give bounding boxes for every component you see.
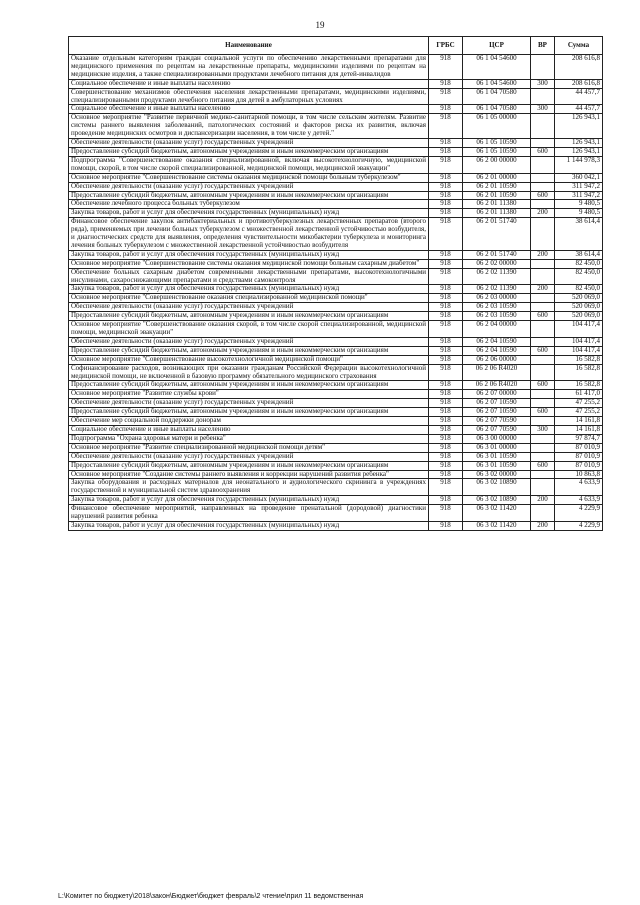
row-sum: 104 417,4 (555, 321, 603, 338)
row-sum: 126 943,1 (555, 147, 603, 156)
row-name: Основное мероприятие "Совершенствование оказания скорой, в том числе скорой специализированной, медицинской помощи, медицинской эвакуации" (69, 321, 429, 338)
row-csr: 06 2 01 11380 (463, 209, 531, 218)
row-vr (531, 470, 555, 479)
row-name: Обеспечение деятельности (оказание услуг) государственных учреждений (69, 139, 429, 148)
table-row (69, 114, 603, 139)
row-name: Закупка оборудования и расходных материалов для неонатального и аудиологического скрининга в учреждениях государственной и муниципальной систем здравоохранения (69, 479, 429, 496)
row-sum: 311 947,2 (555, 182, 603, 191)
row-grbs: 918 (429, 105, 463, 114)
row-vr (531, 505, 555, 522)
row-vr (531, 173, 555, 182)
row-vr: 600 (531, 408, 555, 417)
row-grbs: 918 (429, 425, 463, 434)
row-name: Подпрограмма "Охрана здоровья матери и ребенка" (69, 434, 429, 443)
row-sum: 97 874,7 (555, 434, 603, 443)
table-row (69, 321, 603, 338)
row-csr: 06 1 04 70580 (463, 88, 531, 105)
row-grbs: 918 (429, 259, 463, 268)
row-name: Закупка товаров, работ и услуг для обеспечения государственных (муниципальных) нужд (69, 496, 429, 505)
row-name: Закупка товаров, работ и услуг для обеспечения государственных (муниципальных) нужд (69, 521, 429, 530)
row-csr: 06 2 06 00000 (463, 355, 531, 364)
table-row (69, 105, 603, 114)
row-name: Оказание отдельным категориям граждан социальной услуги по обеспечению лекарственными препаратами для медицинского применения по рецептам на лекарственные препараты, медицинскими изделиями по рецептам на медицинские изделия, а также специализированными продуктами лечебного питания для детей-инвалидов (69, 55, 429, 80)
row-csr: 06 2 03 10590 (463, 312, 531, 321)
table-row (69, 294, 603, 303)
row-sum: 520 069,0 (555, 294, 603, 303)
table-row (69, 312, 603, 321)
row-name: Подпрограмма "Совершенствование оказания специализированной, включая высокотехнологичную, медицинской помощи, скорой, в том числе скорой специализированной, медицинской помощи, медицинской эвакуации" (69, 156, 429, 173)
row-sum: 9 480,5 (555, 209, 603, 218)
row-vr (531, 364, 555, 381)
row-csr: 06 2 04 10590 (463, 346, 531, 355)
row-vr: 300 (531, 425, 555, 434)
row-name: Финансовое обеспечение закупок антибактериальных и противотуберкулезных лекарственных препаратов (второго ряда), применяемых при лечении больных туберкулезом с множественной лекарственной устойчивостью возбудителя, и диагностических средств для выявления, определения чувствительности микобактерии туберкулеза и мониторинга лечения больных туберкулезом с множественной лекарственной устойчивостью возбудителя (69, 218, 429, 251)
table-row (69, 156, 603, 173)
row-vr: 600 (531, 461, 555, 470)
row-name: Обеспечение деятельности (оказание услуг) государственных учреждений (69, 452, 429, 461)
table-row (69, 173, 603, 182)
row-vr (531, 55, 555, 80)
row-name: Социальное обеспечение и иные выплаты населению (69, 79, 429, 88)
row-sum: 4 229,9 (555, 505, 603, 522)
row-grbs: 918 (429, 355, 463, 364)
row-csr: 06 1 04 54600 (463, 55, 531, 80)
table-row (69, 79, 603, 88)
row-vr (531, 321, 555, 338)
row-grbs: 918 (429, 434, 463, 443)
row-sum: 61 417,0 (555, 390, 603, 399)
row-grbs: 918 (429, 156, 463, 173)
row-vr: 600 (531, 346, 555, 355)
row-name: Софинансирование расходов, возникающих при оказании гражданам Российской Федерации высокотехнологичной медицинской помощи, не включенной в базовую программу обязательного медицинского страхования (69, 364, 429, 381)
row-csr: 06 2 07 00000 (463, 390, 531, 399)
table-row (69, 259, 603, 268)
row-name: Социальное обеспечение и иные выплаты населению (69, 425, 429, 434)
row-name: Основное мероприятие "Развитие первичной медико-санитарной помощи, в том числе сельским жителям. Развитие системы раннего выявления заболеваний, патологических состояний и факторов риска их развития, включая проведение медицинских осмотров и диспансеризации населения, в том числе у детей." (69, 114, 429, 139)
table-header-row (69, 37, 603, 55)
table-row (69, 200, 603, 209)
row-vr: 600 (531, 147, 555, 156)
row-csr: 06 3 01 00000 (463, 443, 531, 452)
row-grbs: 918 (429, 364, 463, 381)
table-row (69, 479, 603, 496)
row-vr (531, 303, 555, 312)
row-sum: 47 255,2 (555, 408, 603, 417)
row-csr: 06 1 05 10590 (463, 147, 531, 156)
row-csr: 06 2 01 51740 (463, 218, 531, 251)
row-vr: 200 (531, 496, 555, 505)
row-vr (531, 390, 555, 399)
row-csr: 06 3 01 10590 (463, 452, 531, 461)
row-grbs: 918 (429, 79, 463, 88)
row-name: Предоставление субсидий бюджетным, автономным учреждениям и иным некоммерческим организациям (69, 461, 429, 470)
row-csr: 06 3 02 11420 (463, 521, 531, 530)
header-vr: ВР (531, 37, 555, 55)
table-row (69, 268, 603, 285)
row-csr: 06 1 04 70580 (463, 105, 531, 114)
table-row (69, 191, 603, 200)
row-name: Обеспечение больных сахарным диабетом современными лекарственными препаратами, высокотехнологичными инсулинами, сахароснижающими препаратами и средствами самоконтроля (69, 268, 429, 285)
row-csr: 06 3 02 11420 (463, 505, 531, 522)
table-row (69, 139, 603, 148)
row-sum: 38 614,4 (555, 250, 603, 259)
row-grbs: 918 (429, 88, 463, 105)
row-vr (531, 259, 555, 268)
row-csr: 06 3 02 10890 (463, 496, 531, 505)
table-row (69, 417, 603, 426)
row-name: Предоставление субсидий бюджетным, автономным учреждениям и иным некоммерческим организациям (69, 147, 429, 156)
row-csr: 06 2 01 00000 (463, 173, 531, 182)
row-grbs: 918 (429, 147, 463, 156)
row-name: Предоставление субсидий бюджетным, автономным учреждениям и иным некоммерческим организациям (69, 191, 429, 200)
row-name: Социальное обеспечение и иные выплаты населению (69, 105, 429, 114)
table-row (69, 505, 603, 522)
row-grbs: 918 (429, 505, 463, 522)
row-grbs: 918 (429, 191, 463, 200)
row-csr: 06 2 01 11380 (463, 200, 531, 209)
row-grbs: 918 (429, 114, 463, 139)
row-csr: 06 2 07 10590 (463, 399, 531, 408)
table-row (69, 443, 603, 452)
table-row (69, 390, 603, 399)
row-name: Закупка товаров, работ и услуг для обеспечения государственных (муниципальных) нужд (69, 209, 429, 218)
row-grbs: 918 (429, 479, 463, 496)
row-csr: 06 2 07 70590 (463, 417, 531, 426)
table-row (69, 408, 603, 417)
row-csr: 06 2 06 R4020 (463, 364, 531, 381)
table-row (69, 218, 603, 251)
row-grbs: 918 (429, 268, 463, 285)
row-sum: 1 144 978,3 (555, 156, 603, 173)
row-csr: 06 3 02 00000 (463, 470, 531, 479)
header-csr: ЦСР (463, 37, 531, 55)
row-vr: 200 (531, 521, 555, 530)
row-sum: 47 255,2 (555, 399, 603, 408)
row-name: Основное мероприятие "Совершенствование системы оказания медицинской помощи больным туберкулезом" (69, 173, 429, 182)
row-csr: 06 2 01 51740 (463, 250, 531, 259)
row-sum: 16 582,8 (555, 381, 603, 390)
row-name: Закупка товаров, работ и услуг для обеспечения государственных (муниципальных) нужд (69, 285, 429, 294)
table-row (69, 88, 603, 105)
table-row (69, 364, 603, 381)
row-csr: 06 2 01 10590 (463, 191, 531, 200)
row-name: Основное мероприятие "Совершенствование системы оказания медицинской помощи больным сахарным диабетом" (69, 259, 429, 268)
row-vr (531, 417, 555, 426)
row-grbs: 918 (429, 381, 463, 390)
page-number: 19 (315, 20, 325, 30)
row-vr (531, 434, 555, 443)
table-row (69, 425, 603, 434)
row-sum: 87 010,9 (555, 452, 603, 461)
row-grbs: 918 (429, 443, 463, 452)
row-sum: 104 417,4 (555, 346, 603, 355)
table-row (69, 337, 603, 346)
row-sum: 208 616,8 (555, 79, 603, 88)
row-vr (531, 443, 555, 452)
row-grbs: 918 (429, 294, 463, 303)
row-name: Обеспечение мер социальной поддержки донорам (69, 417, 429, 426)
row-grbs: 918 (429, 452, 463, 461)
row-vr: 200 (531, 250, 555, 259)
row-name: Основное мероприятие "Создание системы раннего выявления и коррекции нарушений развития ребенка" (69, 470, 429, 479)
row-grbs: 918 (429, 496, 463, 505)
row-name: Обеспечение деятельности (оказание услуг) государственных учреждений (69, 399, 429, 408)
row-sum: 87 010,9 (555, 461, 603, 470)
row-vr (531, 88, 555, 105)
row-grbs: 918 (429, 312, 463, 321)
row-vr: 200 (531, 285, 555, 294)
row-grbs: 918 (429, 55, 463, 80)
row-sum: 520 069,0 (555, 303, 603, 312)
row-vr (531, 452, 555, 461)
row-vr (531, 218, 555, 251)
row-vr (531, 355, 555, 364)
row-grbs: 918 (429, 218, 463, 251)
row-vr (531, 200, 555, 209)
row-sum: 9 480,5 (555, 200, 603, 209)
row-grbs: 918 (429, 321, 463, 338)
row-grbs: 918 (429, 346, 463, 355)
row-vr: 600 (531, 191, 555, 200)
row-sum: 44 457,7 (555, 105, 603, 114)
row-csr: 06 3 00 00000 (463, 434, 531, 443)
table-row (69, 470, 603, 479)
row-vr (531, 337, 555, 346)
header-grbs: ГРБС (429, 37, 463, 55)
table-row (69, 182, 603, 191)
row-name: Основное мероприятие "Совершенствование высокотехнологичной медицинской помощи" (69, 355, 429, 364)
row-vr: 200 (531, 209, 555, 218)
row-name: Предоставление субсидий бюджетным, автономным учреждениям и иным некоммерческим организациям (69, 312, 429, 321)
row-name: Обеспечение лечебного процесса больных туберкулезом (69, 200, 429, 209)
row-grbs: 918 (429, 139, 463, 148)
row-sum: 126 943,1 (555, 139, 603, 148)
row-name: Обеспечение деятельности (оказание услуг) государственных учреждений (69, 303, 429, 312)
row-vr (531, 399, 555, 408)
row-vr: 300 (531, 79, 555, 88)
row-grbs: 918 (429, 303, 463, 312)
row-csr: 06 2 03 10590 (463, 303, 531, 312)
row-name: Предоставление субсидий бюджетным, автономным учреждениям и иным некоммерческим организациям (69, 381, 429, 390)
row-vr (531, 479, 555, 496)
row-vr (531, 156, 555, 173)
row-name: Финансовое обеспечение мероприятий, направленных на проведение пренатальной (дородовой) диагностики нарушений развития ребенка (69, 505, 429, 522)
row-sum: 16 582,8 (555, 364, 603, 381)
row-sum: 82 450,0 (555, 259, 603, 268)
table-row (69, 250, 603, 259)
row-grbs: 918 (429, 173, 463, 182)
row-name: Обеспечение деятельности (оказание услуг) государственных учреждений (69, 337, 429, 346)
row-csr: 06 2 02 11390 (463, 285, 531, 294)
row-csr: 06 2 01 10590 (463, 182, 531, 191)
row-sum: 82 450,0 (555, 285, 603, 294)
row-csr: 06 2 04 10590 (463, 337, 531, 346)
row-sum: 4 633,9 (555, 479, 603, 496)
row-csr: 06 2 02 11390 (463, 268, 531, 285)
budget-table (68, 36, 603, 531)
row-name: Закупка товаров, работ и услуг для обеспечения государственных (муниципальных) нужд (69, 250, 429, 259)
row-csr: 06 2 07 10590 (463, 408, 531, 417)
row-sum: 87 010,9 (555, 443, 603, 452)
row-vr (531, 114, 555, 139)
table-row (69, 303, 603, 312)
row-grbs: 918 (429, 470, 463, 479)
row-sum: 126 943,1 (555, 114, 603, 139)
row-csr: 06 2 03 00000 (463, 294, 531, 303)
row-csr: 06 2 07 70590 (463, 425, 531, 434)
row-csr: 06 2 04 00000 (463, 321, 531, 338)
row-csr: 06 2 00 00000 (463, 156, 531, 173)
table-row (69, 452, 603, 461)
row-grbs: 918 (429, 200, 463, 209)
row-sum: 104 417,4 (555, 337, 603, 346)
row-vr (531, 294, 555, 303)
row-sum: 520 069,0 (555, 312, 603, 321)
row-name: Основное мероприятие "Совершенствование оказания специализированной медицинской помощи" (69, 294, 429, 303)
row-grbs: 918 (429, 337, 463, 346)
row-sum: 82 450,0 (555, 268, 603, 285)
header-name: Наименование (69, 37, 429, 55)
row-grbs: 918 (429, 461, 463, 470)
row-grbs: 918 (429, 285, 463, 294)
row-vr: 600 (531, 312, 555, 321)
row-name: Совершенствование механизмов обеспечения населения лекарственными препаратами, медицинскими изделиями, специализированными продуктами лечебного питания для детей в амбулаторных условиях (69, 88, 429, 105)
row-name: Основное мероприятие "Развитие службы крови" (69, 390, 429, 399)
row-grbs: 918 (429, 182, 463, 191)
row-vr (531, 182, 555, 191)
row-sum: 16 582,8 (555, 355, 603, 364)
row-vr (531, 268, 555, 285)
row-sum: 4 229,9 (555, 521, 603, 530)
row-csr: 06 3 01 10590 (463, 461, 531, 470)
row-csr: 06 2 06 R4020 (463, 381, 531, 390)
table-row (69, 496, 603, 505)
table-row (69, 355, 603, 364)
row-sum: 360 042,1 (555, 173, 603, 182)
row-vr: 300 (531, 105, 555, 114)
table-row (69, 209, 603, 218)
row-csr: 06 1 05 00000 (463, 114, 531, 139)
header-sum: Сумма (555, 37, 603, 55)
table-row (69, 434, 603, 443)
table-row (69, 461, 603, 470)
row-sum: 208 616,8 (555, 55, 603, 80)
row-sum: 38 614,4 (555, 218, 603, 251)
row-name: Обеспечение деятельности (оказание услуг) государственных учреждений (69, 182, 429, 191)
table-row (69, 147, 603, 156)
row-grbs: 918 (429, 399, 463, 408)
table-body (69, 55, 603, 531)
file-path-footer: L:\Комитет по бюджету\2018\закон\Бюджет\бюджет февраль\2 чтение\прил 11 ведомственная (58, 893, 364, 900)
row-name: Предоставление субсидий бюджетным, автономным учреждениям и иным некоммерческим организациям (69, 346, 429, 355)
row-name: Предоставление субсидий бюджетным, автономным учреждениям и иным некоммерческим организациям (69, 408, 429, 417)
row-csr: 06 3 02 10890 (463, 479, 531, 496)
row-sum: 10 863,8 (555, 470, 603, 479)
row-grbs: 918 (429, 209, 463, 218)
table-row (69, 521, 603, 530)
row-name: Основное мероприятие "Развитие специализированной медицинской помощи детям" (69, 443, 429, 452)
row-sum: 44 457,7 (555, 88, 603, 105)
row-sum: 14 161,8 (555, 417, 603, 426)
table-row (69, 399, 603, 408)
row-grbs: 918 (429, 250, 463, 259)
table-row (69, 55, 603, 80)
table-row (69, 346, 603, 355)
row-vr: 600 (531, 381, 555, 390)
row-grbs: 918 (429, 390, 463, 399)
row-csr: 06 1 04 54600 (463, 79, 531, 88)
table-row (69, 381, 603, 390)
row-sum: 4 633,9 (555, 496, 603, 505)
table-row (69, 285, 603, 294)
row-grbs: 918 (429, 521, 463, 530)
row-sum: 311 947,2 (555, 191, 603, 200)
row-grbs: 918 (429, 408, 463, 417)
row-csr: 06 1 05 10590 (463, 139, 531, 148)
row-csr: 06 2 02 00000 (463, 259, 531, 268)
row-grbs: 918 (429, 417, 463, 426)
row-vr (531, 139, 555, 148)
row-sum: 14 161,8 (555, 425, 603, 434)
